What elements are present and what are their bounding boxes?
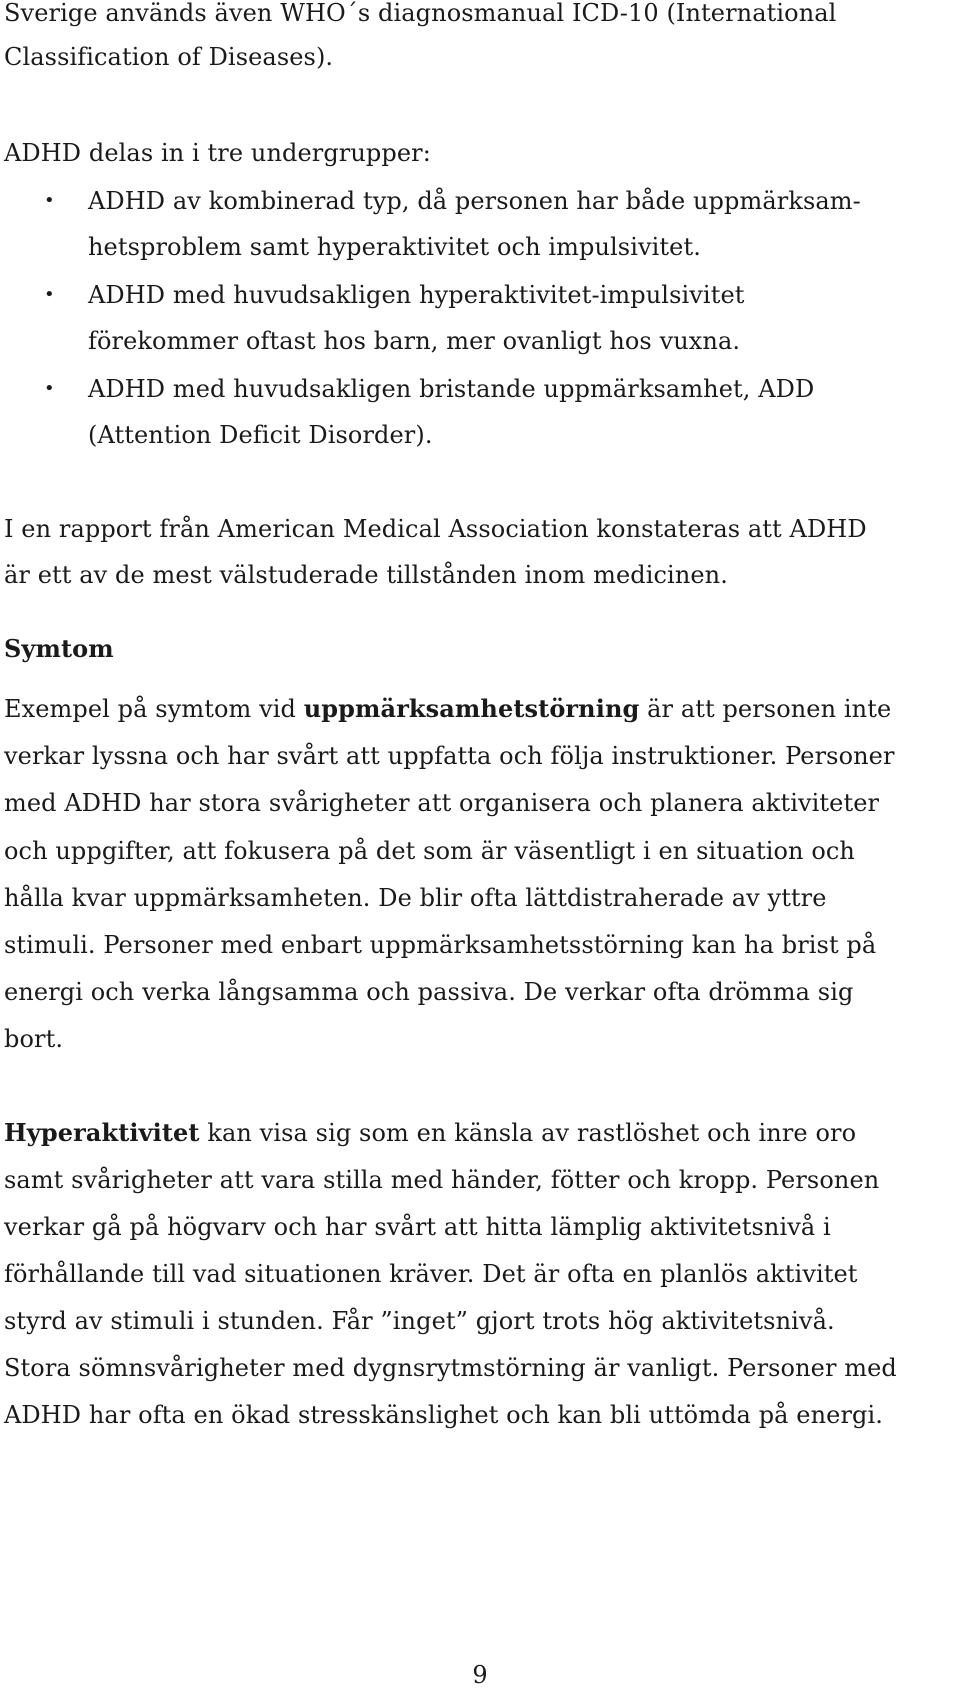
report-line-1: I en rapport från American Medical Association konstateras att ADHD — [4, 515, 867, 543]
bullet-icon: • — [44, 378, 55, 399]
subgroup-item-1-line-2: hetsproblem samt hyperaktivitet och impulsivitet. — [88, 233, 701, 261]
symptoms-p1-line-3: med ADHD har stora svårigheter att organisera och planera aktiviteter — [4, 789, 880, 817]
subgroup-item-1-line-1: ADHD av kombinerad typ, då personen har både uppmärksam- — [88, 187, 861, 215]
symptoms-p2-line-7: ADHD har ofta en ökad stresskänslighet och kan bli uttömda på energi. — [4, 1401, 883, 1429]
symptoms-p2-line-5: styrd av stimuli i stunden. Får ”inget” gjort trots hög aktivitetsnivå. — [4, 1307, 835, 1335]
report-line-2: är ett av de mest välstuderade tillstånden inom medicinen. — [4, 561, 728, 589]
bold-term: Hyperaktivitet — [4, 1118, 200, 1147]
bullet-icon: • — [44, 284, 55, 305]
symptoms-p1-line-6: stimuli. Personer med enbart uppmärksamhetsstörning kan ha brist på — [4, 931, 877, 959]
symptoms-p1-line-2: verkar lyssna och har svårt att uppfatta och följa instruktioner. Personer — [4, 742, 895, 770]
symptoms-p1-line-1: Exempel på symtom vid uppmärksamhetstörning är att personen inte — [4, 694, 892, 723]
symptoms-p2-line-3: verkar gå på högvarv och har svårt att hitta lämplig aktivitetsnivå i — [4, 1213, 831, 1241]
subgroup-item-3-line-1: ADHD med huvudsakligen bristande uppmärksamhet, ADD — [88, 375, 815, 403]
page-number: 9 — [472, 1661, 488, 1689]
subgroup-item-2-line-2: förekommer oftast hos barn, mer ovanligt hos vuxna. — [88, 327, 741, 355]
subgroup-item-2-line-1: ADHD med huvudsakligen hyperaktivitet-impulsivitet — [88, 281, 745, 309]
symptoms-p1-line-4: och uppgifter, att fokusera på det som är väsentligt i en situation och — [4, 837, 855, 865]
subgroup-item-3-line-2: (Attention Deficit Disorder). — [88, 421, 433, 449]
symptoms-p2-line-4: förhållande till vad situationen kräver. Det är ofta en planlös aktivitet — [4, 1260, 858, 1288]
symptoms-p1-line-5: hålla kvar uppmärksamheten. De blir ofta lättdistraherade av yttre — [4, 884, 827, 912]
bold-term: uppmärksamhetstörning — [303, 694, 640, 723]
bullet-icon: • — [44, 190, 55, 211]
symptoms-p2-line-6: Stora sömnsvårigheter med dygnsrytmstörning är vanligt. Personer med — [4, 1354, 897, 1382]
intro-line-2: Classification of Diseases). — [4, 43, 334, 71]
symptoms-p2-line-2: samt svårigheter att vara stilla med händer, fötter och kropp. Personen — [4, 1166, 880, 1194]
intro-line-1: Sverige används även WHO´s diagnosmanual ICD-10 (International — [4, 0, 837, 27]
symptoms-p1-line-7: energi och verka långsamma och passiva. De verkar ofta drömma sig — [4, 978, 854, 1006]
symptoms-p1-line-8: bort. — [4, 1025, 64, 1053]
section-heading-symtom: Symtom — [4, 634, 114, 663]
symptoms-p2-line-1: Hyperaktivitet kan visa sig som en känsla av rastlöshet och inre oro — [4, 1118, 857, 1147]
subgroups-heading: ADHD delas in i tre undergrupper: — [4, 139, 431, 167]
